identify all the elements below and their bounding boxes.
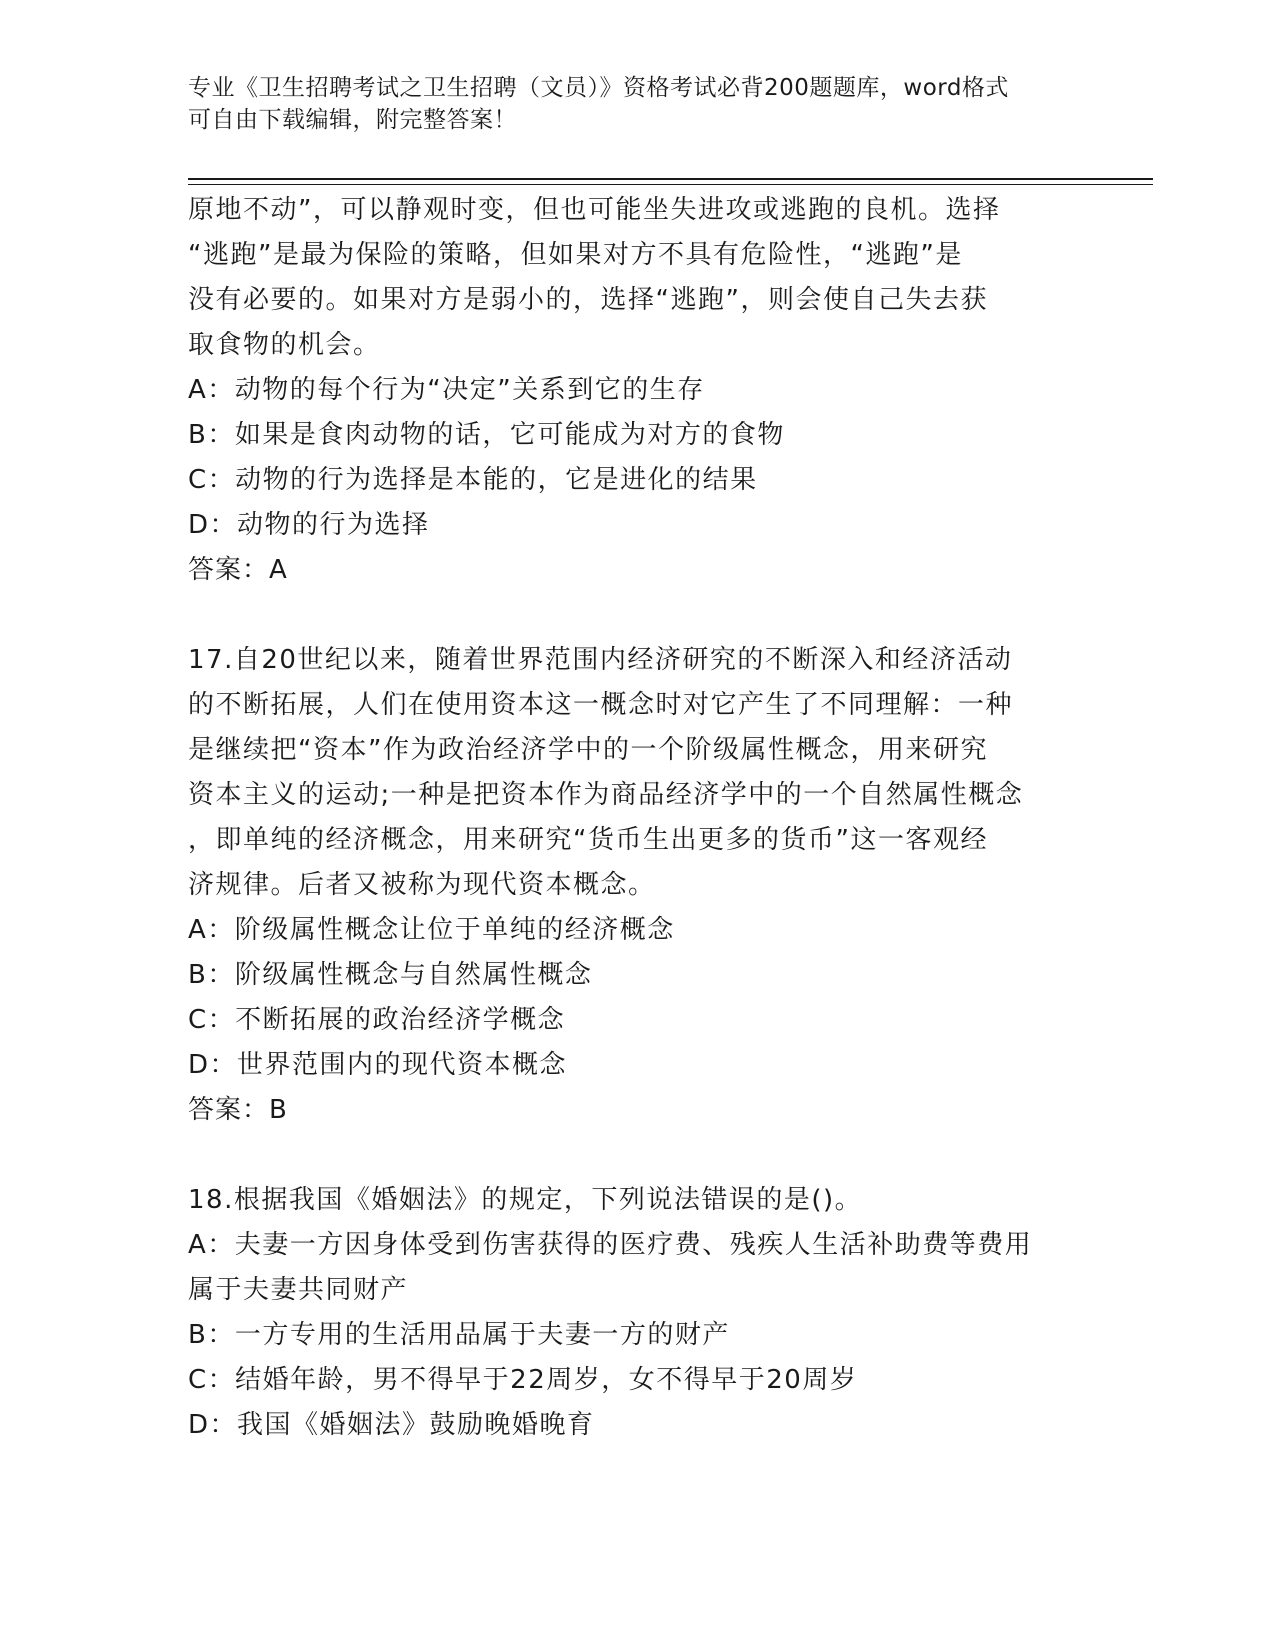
header-rule-thick xyxy=(188,178,1153,180)
option-c: C：动物的行为选择是本能的，它是进化的结果 xyxy=(188,465,758,495)
header-rule-thin xyxy=(188,184,1153,185)
answer-label: 答案：B xyxy=(188,1095,288,1125)
document-header xyxy=(188,72,1068,136)
header-line-2: 可自由下载编辑，附完整答案！ xyxy=(188,107,517,133)
option-c: C：结婚年龄，男不得早于22周岁，女不得早于20周岁 xyxy=(188,1365,858,1395)
question-16 xyxy=(188,188,1068,593)
option-b: B：如果是食肉动物的话，它可能成为对方的食物 xyxy=(188,420,785,450)
option-d: D：动物的行为选择 xyxy=(188,510,430,540)
question-stem-line: ，即单纯的经济概念，用来研究“货币生出更多的货币”这一客观经 xyxy=(188,825,988,855)
document-body xyxy=(188,188,1068,1448)
question-stem-line: “逃跑”是最为保险的策略，但如果对方不具有危险性，“逃跑”是 xyxy=(188,240,963,270)
option-a: A：阶级属性概念让位于单纯的经济概念 xyxy=(188,915,675,945)
option-b: B：阶级属性概念与自然属性概念 xyxy=(188,960,593,990)
question-18 xyxy=(188,1178,1068,1448)
option-a: A：夫妻一方因身体受到伤害获得的医疗费、残疾人生活补助费等费用 xyxy=(188,1230,1033,1260)
question-stem-line: 济规律。后者又被称为现代资本概念。 xyxy=(188,870,656,900)
question-stem-line: 17.自20世纪以来，随着世界范围内经济研究的不断深入和经济活动 xyxy=(188,645,1013,675)
question-stem-line: 是继续把“资本”作为政治经济学中的一个阶级属性概念，用来研究 xyxy=(188,735,988,765)
option-c: C：不断拓展的政治经济学概念 xyxy=(188,1005,566,1035)
header-line-1: 专业《卫生招聘考试之卫生招聘（文员）》资格考试必背200题题库，word格式 xyxy=(188,75,1009,101)
option-d: D：我国《婚姻法》鼓励晚婚晚育 xyxy=(188,1410,595,1440)
question-stem-line: 没有必要的。如果对方是弱小的，选择“逃跑”，则会使自己失去获 xyxy=(188,285,988,315)
question-stem-line: 原地不动”，可以静观时变，但也可能坐失进攻或逃跑的良机。选择 xyxy=(188,195,1001,225)
question-stem-line: 资本主义的运动;一种是把资本作为商品经济学中的一个自然属性概念 xyxy=(188,780,1024,810)
question-stem-line: 的不断拓展，人们在使用资本这一概念时对它产生了不同理解：一种 xyxy=(188,690,1014,720)
question-stem-line: 18.根据我国《婚姻法》的规定，下列说法错误的是()。 xyxy=(188,1185,863,1215)
answer-label: 答案：A xyxy=(188,555,288,585)
question-17 xyxy=(188,638,1068,1133)
question-stem-line: 取食物的机会。 xyxy=(188,330,381,360)
question-spacer xyxy=(188,1133,1068,1178)
option-a-continued: 属于夫妻共同财产 xyxy=(188,1275,409,1305)
question-spacer xyxy=(188,593,1068,638)
option-a: A：动物的每个行为“决定”关系到它的生存 xyxy=(188,375,705,405)
option-b: B：一方专用的生活用品属于夫妻一方的财产 xyxy=(188,1320,730,1350)
option-d: D：世界范围内的现代资本概念 xyxy=(188,1050,568,1080)
